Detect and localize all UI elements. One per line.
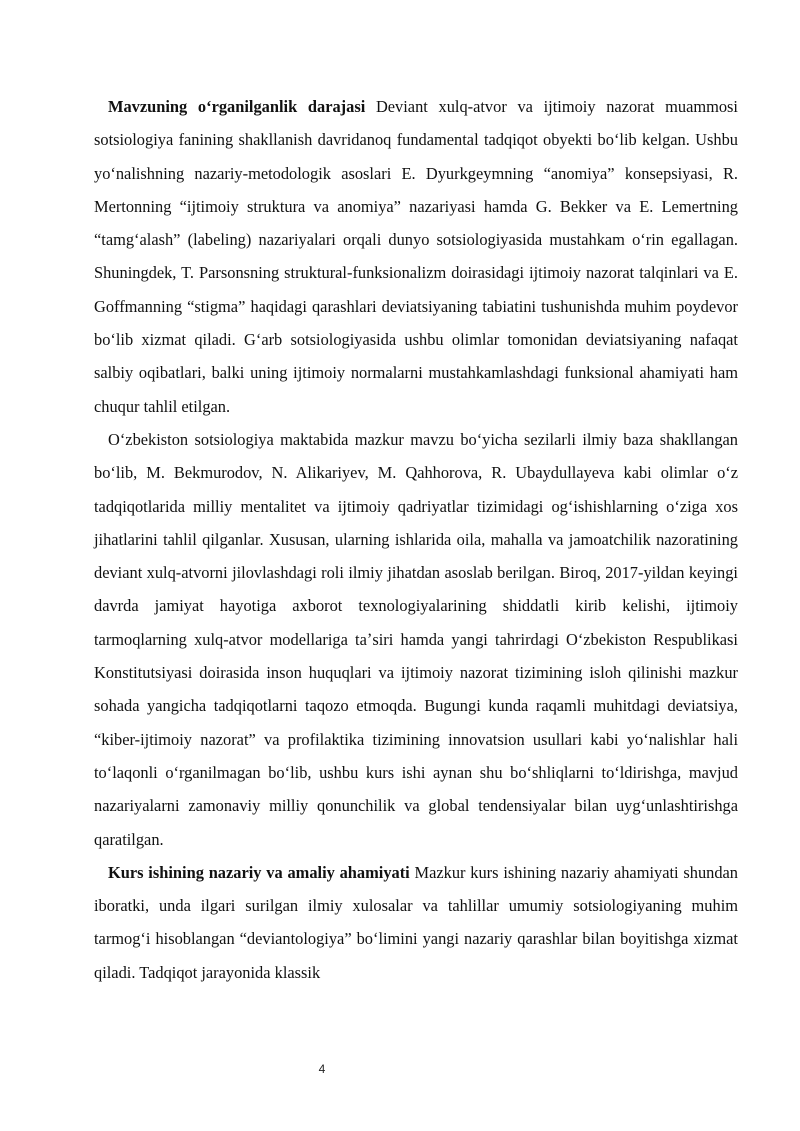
- paragraph-text: Deviant xulq-atvor va ijtimoiy nazorat muammosi sotsiologiya fanining shakllanish davridanoq fundamental tadqiqot obyekti boʻlib kelgan. Ushbu yoʻnalishning nazariy-metodologik asoslari E. Dyurkgeymning “anomiya” konsepsiyasi, R. Mertonning “ijtimoiy struktura va anomiya” nazariyasi hamda G. Bekker va E. Lemertning “tamgʻalash” (labeling) nazariyalari orqali dunyo sotsiologiyasida mustahkam oʻrin egallagan. Shuningdek, T. Parsonsning struktural-funksionalizm doirasidagi ijtimoiy nazorat talqinlari va E. Goffmanning “stigma” haqidagi qarashlari deviatsiyaning tabiatini tushunishda muhim poydevor boʻlib xizmat qiladi. Gʻarb sotsiologiyasida ushbu olimlar tomonidan deviatsiyaning nafaqat salbiy oqibatlari, balki uning ijtimoiy normalarni mustahkamlashdagi funksional ahamiyati ham chuqur tahlil etilgan.: [94, 97, 738, 416]
- inline-heading-significance: Kurs ishining nazariy va amaliy ahamiyati: [108, 862, 410, 882]
- page-number: 4: [318, 1062, 326, 1076]
- body-text: [94, 90, 738, 989]
- paragraph-study-level: [94, 90, 738, 423]
- paragraph-significance: [94, 856, 738, 989]
- paragraph-text: Mazkur kurs ishining nazariy ahamiyati shundan iboratki, unda ilgari surilgan ilmiy xulosalar va tahlillar umumiy sotsiologiyaning muhim tarmogʻi hisoblangan “deviantologiya” boʻlimini yangi nazariy qarashlar bilan boyitishga xizmat qiladi. Tadqiqot jarayonida klassik: [94, 862, 739, 982]
- paragraph-uzbek-school: [94, 423, 738, 856]
- paragraph-text: Oʻzbekiston sotsiologiya maktabida mazkur mavzu boʻyicha sezilarli ilmiy baza shakllangan boʻlib, M. Bekmurodov, N. Alikariyev, M. Qahhorova, R. Ubaydullayeva kabi olimlar oʻz tadqiqotlarida milliy mentalitet va ijtimoiy qadriyatlar tizimidagi ogʻishishlarning oʻziga xos jihatlarini tahlil qilganlar. Xususan, ularning ishlarida oila, mahalla va jamoatchilik nazoratining deviant xulq-atvorni jilovlashdagi roli ilmiy jihatdan asoslab berilgan. Biroq, 2017-yildan keyingi davrda jamiyat hayotiga axborot texnologiyalarining shiddatli kirib kelishi, ijtimoiy tarmoqlarning xulq-atvor modellariga taʼsiri hamda yangi tahrirdagi Oʻzbekiston Respublikasi Konstitutsiyasi doirasida inson huquqlari va ijtimoiy nazorat tizimining isloh qilinishi mazkur sohada yangicha tadqiqotlarni taqozo etmoqda. Bugungi kunda raqamli muhitdagi deviatsiya, “kiber-ijtimoiy nazorat” va profilaktika tizimining innovatsion usullari kabi yoʻnalishlar hali toʻlaqonli oʻrganilmagan boʻlib, ushbu kurs ishi aynan shu boʻshliqlarni toʻldirishga, mavjud nazariyalarni zamonaviy milliy qonunchilik va global tendensiyalar bilan uygʻunlashtirishga qaratilgan.: [94, 429, 738, 849]
- inline-heading-study-level: Mavzuning oʻrganilganlik darajasi: [108, 97, 366, 116]
